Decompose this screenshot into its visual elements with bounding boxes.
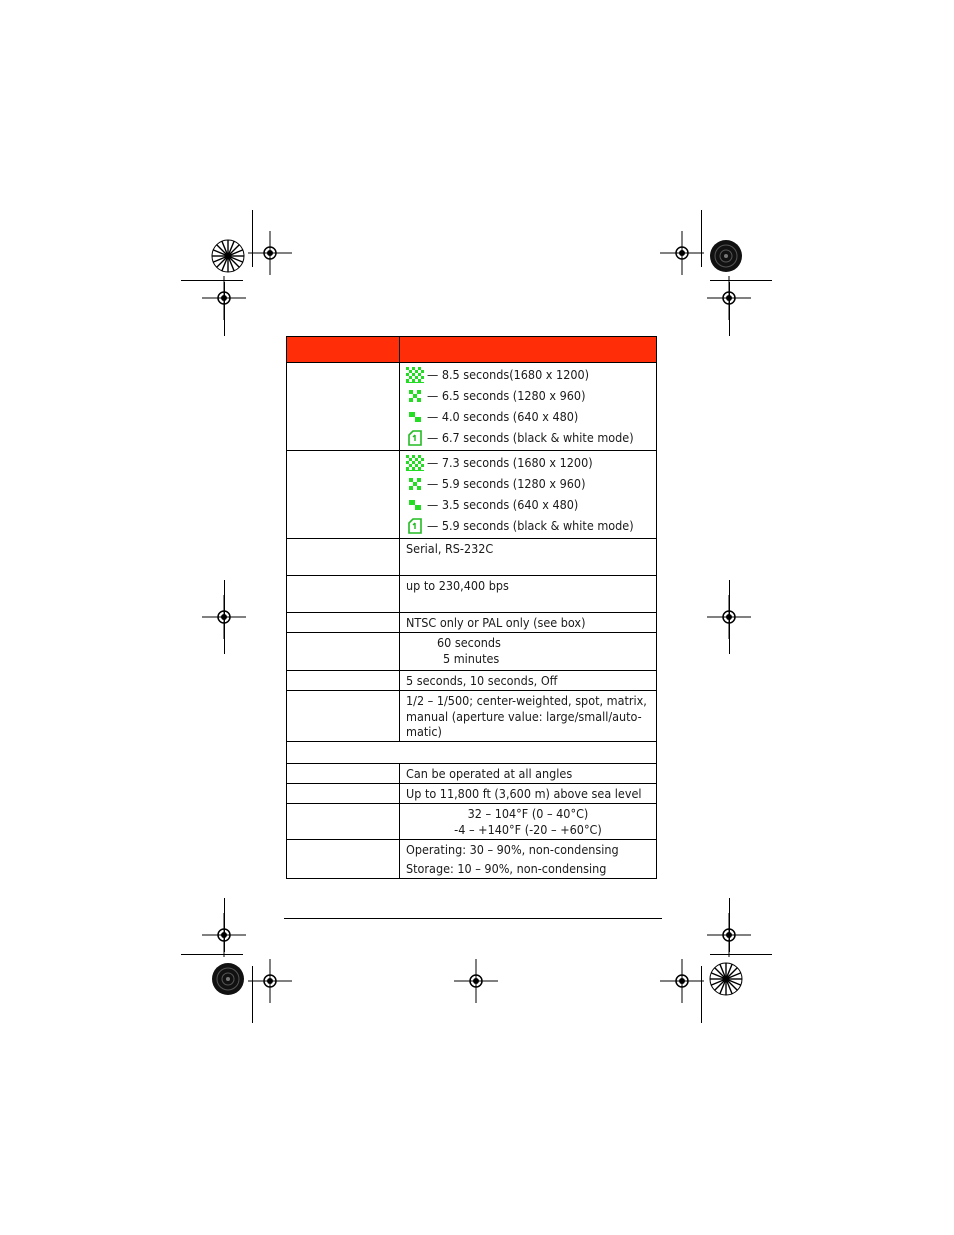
value-line: -4 – +140°F (-20 – +60°C) xyxy=(454,821,602,837)
list-item xyxy=(406,494,656,515)
table-section-cell xyxy=(287,742,657,764)
item-text: — 5.9 seconds (black & white mode) xyxy=(427,517,634,533)
list-item xyxy=(406,473,656,494)
starburst-mark-icon xyxy=(211,962,245,996)
registration-mark-icon xyxy=(660,231,704,275)
registration-mark-icon xyxy=(454,959,498,1003)
list-item xyxy=(406,515,656,536)
table-row xyxy=(287,363,657,451)
list-item xyxy=(406,427,656,448)
fine-quality-icon xyxy=(406,367,424,383)
table-label-cell xyxy=(287,613,400,633)
table-label-cell xyxy=(287,804,400,840)
table-label-cell xyxy=(287,576,400,613)
table-value-cell: 1/2 – 1/500; center-weighted, spot, matrix, manual (aperture value: large/small/auto-matic) xyxy=(400,691,657,742)
table-label-cell xyxy=(287,691,400,742)
registration-mark-icon xyxy=(248,959,292,1003)
item-text: — 3.5 seconds (640 x 480) xyxy=(427,496,579,512)
registration-mark-icon xyxy=(707,276,751,320)
registration-mark-icon xyxy=(660,959,704,1003)
value-line: Storage: 10 – 90%, non-condensing xyxy=(406,861,607,876)
list-item xyxy=(406,364,656,385)
table-row xyxy=(287,804,657,840)
table-row xyxy=(287,671,657,691)
bw-mode-icon xyxy=(406,518,424,534)
economy-quality-icon xyxy=(406,409,424,425)
table-row xyxy=(287,539,657,576)
table-row xyxy=(287,764,657,784)
item-text: — 6.5 seconds (1280 x 960) xyxy=(427,387,586,403)
list-item xyxy=(406,385,656,406)
normal-quality-icon xyxy=(406,388,424,404)
table-value-cell: Up to 11,800 ft (3,600 m) above sea level xyxy=(400,784,657,804)
economy-quality-icon xyxy=(406,497,424,513)
table-row xyxy=(287,691,657,742)
table-row xyxy=(287,451,657,539)
normal-quality-icon xyxy=(406,476,424,492)
table-header-cell xyxy=(400,337,657,363)
starburst-mark-icon xyxy=(709,962,743,996)
table-label-cell xyxy=(287,633,400,671)
table-row xyxy=(287,613,657,633)
list-item xyxy=(406,452,656,473)
table-value-cell xyxy=(400,840,657,879)
table-value-cell xyxy=(400,633,657,671)
item-text: — 6.7 seconds (black & white mode) xyxy=(427,429,634,445)
starburst-mark-icon xyxy=(709,239,743,273)
table-value-cell: Can be operated at all angles xyxy=(400,764,657,784)
item-text: — 8.5 seconds(1680 x 1200) xyxy=(427,366,590,382)
value-line: 60 seconds xyxy=(437,635,501,650)
bw-mode-icon xyxy=(406,430,424,446)
value-line: 5 minutes xyxy=(443,650,500,666)
table-label-cell xyxy=(287,363,400,451)
table-row xyxy=(287,576,657,613)
table-value-cell: Serial, RS-232C xyxy=(400,539,657,576)
table-section-row xyxy=(287,742,657,764)
table-label-cell xyxy=(287,451,400,539)
table-label-cell xyxy=(287,840,400,879)
registration-mark-icon xyxy=(202,913,246,957)
item-text: — 4.0 seconds (640 x 480) xyxy=(427,408,579,424)
item-text: — 7.3 seconds (1680 x 1200) xyxy=(427,454,593,470)
table-label-cell xyxy=(287,764,400,784)
page-footer-rule xyxy=(284,918,662,919)
table-header-row xyxy=(287,337,657,363)
table-label-cell xyxy=(287,539,400,576)
registration-mark-icon xyxy=(707,595,751,639)
registration-mark-icon xyxy=(202,276,246,320)
table-row xyxy=(287,784,657,804)
list-item xyxy=(406,406,656,427)
registration-mark-icon xyxy=(248,231,292,275)
table-header-cell xyxy=(287,337,400,363)
table-label-cell xyxy=(287,671,400,691)
table-label-cell xyxy=(287,784,400,804)
starburst-mark-icon xyxy=(211,239,245,273)
item-text: — 5.9 seconds (1280 x 960) xyxy=(427,475,586,491)
value-line: Operating: 30 – 90%, non-condensing xyxy=(406,842,619,857)
table-value-cell: NTSC only or PAL only (see box) xyxy=(400,613,657,633)
registration-mark-icon xyxy=(707,913,751,957)
table-row xyxy=(287,633,657,671)
table-value-cell xyxy=(400,363,657,451)
registration-mark-icon xyxy=(202,595,246,639)
table-value-cell: 5 seconds, 10 seconds, Off xyxy=(400,671,657,691)
table-value-cell: up to 230,400 bps xyxy=(400,576,657,613)
spec-table xyxy=(286,336,657,879)
table-value-cell xyxy=(400,451,657,539)
fine-quality-icon xyxy=(406,455,424,471)
table-value-cell xyxy=(400,804,657,840)
value-line: 32 – 104°F (0 – 40°C) xyxy=(467,806,589,821)
table-row xyxy=(287,840,657,879)
